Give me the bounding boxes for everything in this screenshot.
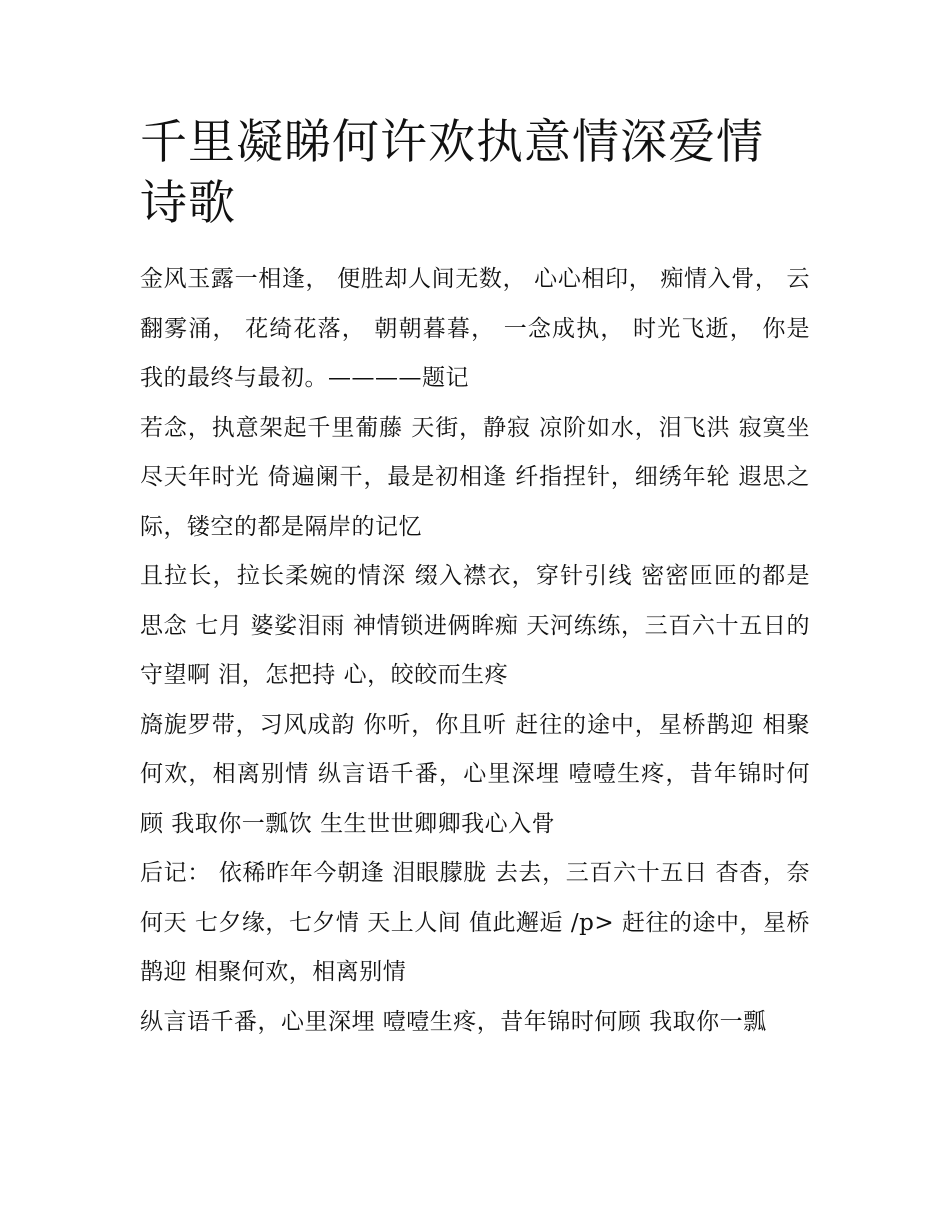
document-body — [140, 255, 810, 1047]
paragraph-postscript: 后记： 依稀昨年今朝逢 泪眼朦胧 去去，三百六十五日 杳杳，奈何天 七夕缘，七夕情 天上人间 值此邂逅 /p> 赶往的途中，星桥鹊迎 相聚何欢，相离别情 — [140, 860, 810, 985]
paragraph-3: 旖旎罗带，习风成韵 你听，你且听 赶往的途中，星桥鹊迎 相聚何欢，相离别情 纵言语千番，心里深埋 噎噎生疼，昔年锦时何顾 我取你一瓢饮 生生世世卿卿我心入骨 — [140, 711, 810, 837]
paragraph-2: 且拉长，拉长柔婉的情深 缀入襟衣，穿针引线 密密匝匝的都是思念 七月 婆娑泪雨 神情锁进俩眸痴 天河练练，三百六十五日的守望啊 泪，怎把持 心，皎皎而生疼 — [140, 563, 810, 688]
paragraph-epigraph: 金风玉露一相逢， 便胜却人间无数， 心心相印， 痴情入骨， 云翻雾涌， 花绮花落， 朝朝暮暮， 一念成执， 时光飞逝， 你是我的最终与最初。————题记 — [140, 266, 810, 391]
paragraph-1: 若念，执意架起千里葡藤 天街，静寂 凉阶如水，泪飞洪 寂寞坐尽天年时光 倚遍阑干，最是初相逢 纤指捏针，细绣年轮 遐思之际，镂空的都是隔岸的记忆 — [140, 414, 810, 540]
document-title: 千里凝睇何许欢执意情深爱情诗歌 — [140, 115, 764, 231]
paragraph-5: 纵言语千番，心里深埋 噎噎生疼，昔年锦时何顾 我取你一瓢 — [140, 1008, 767, 1035]
